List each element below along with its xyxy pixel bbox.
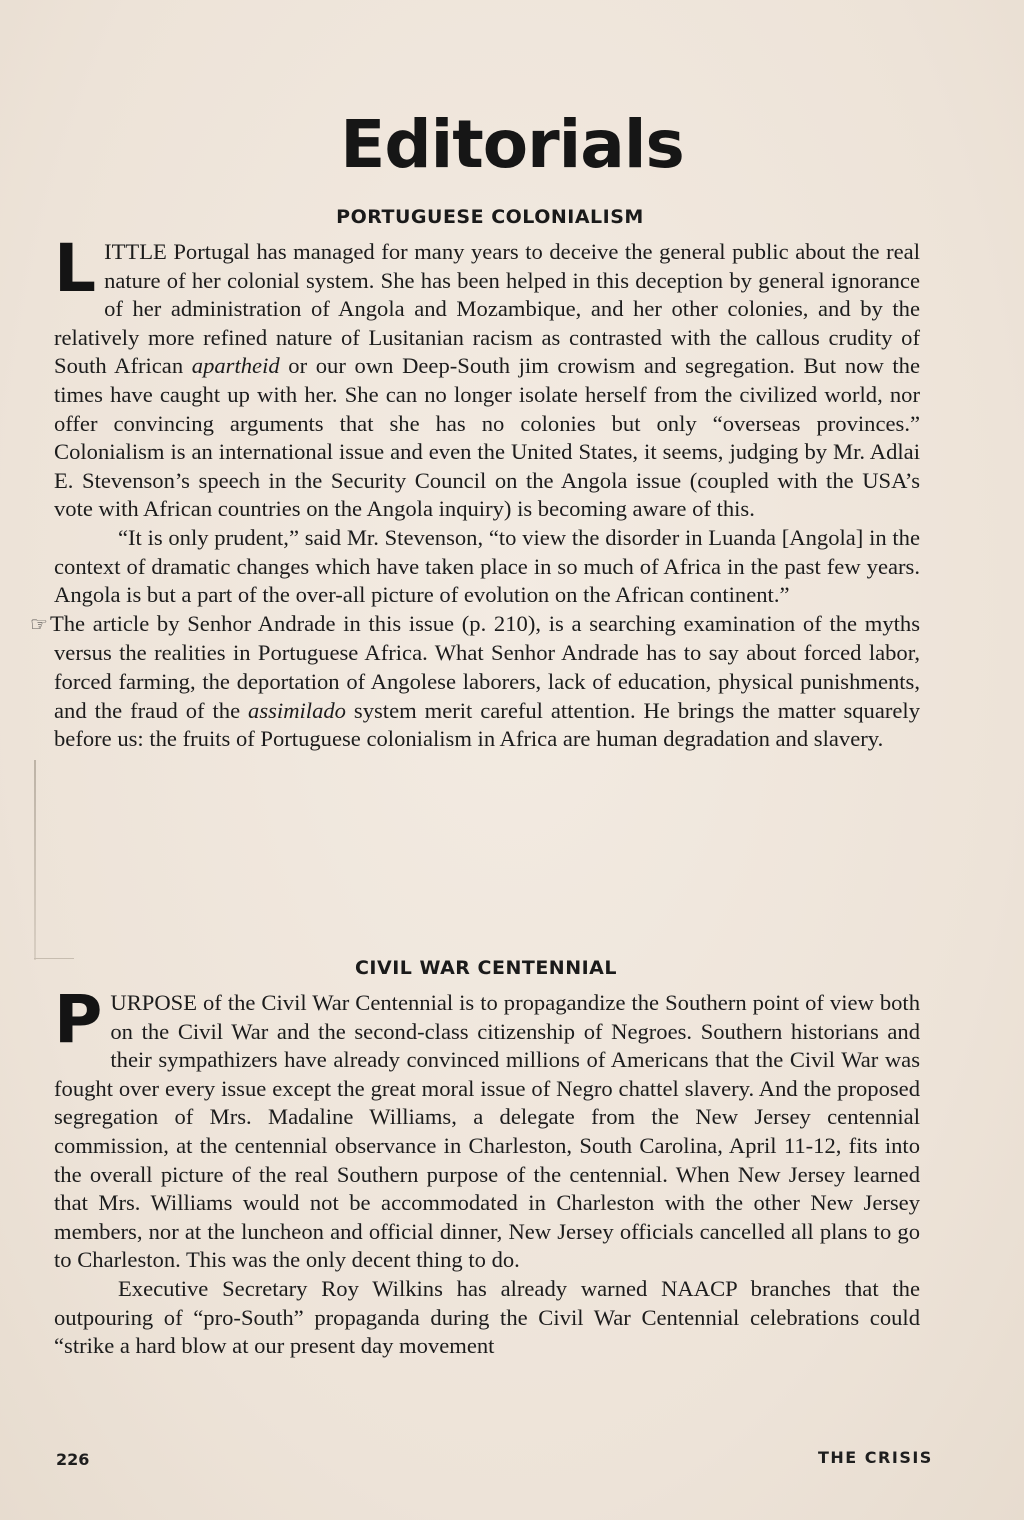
paragraph-text: system merit careful attention. He brings the matter squarely before us: the fruits of Portuguese colonialism in Africa are human degradation and slavery. bbox=[54, 697, 921, 752]
paragraph-text: URPOSE of the Civil War Centennial is to propagandize the Southern point of view both on the Civil War and the second-class citizenship of Negroes. Southern historians and their sympathizers have already convinced millions of Americans that the Civil War was fought over every issue except the great moral issue of Negro chattel slavery. And the proposed segregation of Mrs. Madaline Williams, a delegate from the New Jersey centennial commission, at the centennial observance in Charleston, South Carolina, April 11-12, fits into the overall picture of the real Southern purpose of the centennial. When New Jersey learned that Mrs. Williams would not be accommodated in Charleston with the other New Jersey members, nor at the luncheon and official dinner, New Jersey officials cancelled all plans to go to Charleston. This was the only decent thing to do. bbox=[54, 990, 920, 1273]
publication-name: THE CRISIS bbox=[818, 1448, 933, 1467]
page-number: 226 bbox=[56, 1450, 90, 1469]
paragraph: Executive Secretary Roy Wilkins has already warned NAACP branches that the outpouring of “pro-South” propaganda during the Civil War Centennial celebrations could “strike a hard blow at our present day movement bbox=[54, 1275, 920, 1359]
paragraph: “It is only prudent,” said Mr. Stevenson, “to view the disorder in Luanda [Angola] in the context of dramatic changes which have taken place in so much of Africa in the past few years. Angola is but a part of the over-all picture of evolution on the African continent.” bbox=[54, 524, 920, 608]
paragraph-text: ITTLE Portugal has managed for many years to deceive the general public about the real nature of her colonial system. She has been helped in this deception by general ignorance of her administration of Angola and Mozambique, and her other colonies, and by the relatively more refined nature of Lusitanian racism as contrasted with the callous crudity of South African bbox=[54, 239, 920, 379]
pointing-hand-icon: ☞ bbox=[30, 613, 48, 636]
paragraph-text: The article by Senhor Andrade in this issue (p. 210), is a searching examination of the myths versus the realities in Portuguese Africa. What Senhor Andrade has to say about forced labor, forced farming, the deportation of Angolese laborers, lack of education, physical punishments, and the fraud of the bbox=[49, 610, 920, 723]
drop-cap: P bbox=[54, 981, 103, 1058]
article-portuguese-colonialism bbox=[30, 230, 921, 754]
page-title: Editorials bbox=[340, 106, 684, 183]
paragraph bbox=[54, 981, 920, 1275]
italic-term: apartheid bbox=[191, 353, 280, 379]
paragraph bbox=[54, 230, 921, 524]
paragraph-text: or our own Deep-South jim crowism and segregation. But now the times have caught up with her. She can no longer isolate herself from the civilized world, nor offer convincing arguments that she has no colonies but only “overseas provinces.” Colonialism is an international issue and even the United States, it seems, judging by Mr. Adlai E. Stevenson’s speech in the Security Council on the Angola issue (coupled with the USA’s vote with African countries on the Angola inquiry) is becoming aware of this. bbox=[54, 353, 921, 522]
section-heading-portuguese-colonialism: PORTUGUESE COLONIALISM bbox=[336, 206, 644, 228]
italic-term: assimilado bbox=[248, 697, 346, 723]
margin-mark bbox=[34, 760, 36, 960]
drop-cap: L bbox=[54, 230, 97, 307]
section-heading-civil-war-centennial: CIVIL WAR CENTENNIAL bbox=[354, 957, 617, 979]
paragraph bbox=[30, 610, 921, 754]
article-civil-war-centennial bbox=[54, 981, 920, 1361]
